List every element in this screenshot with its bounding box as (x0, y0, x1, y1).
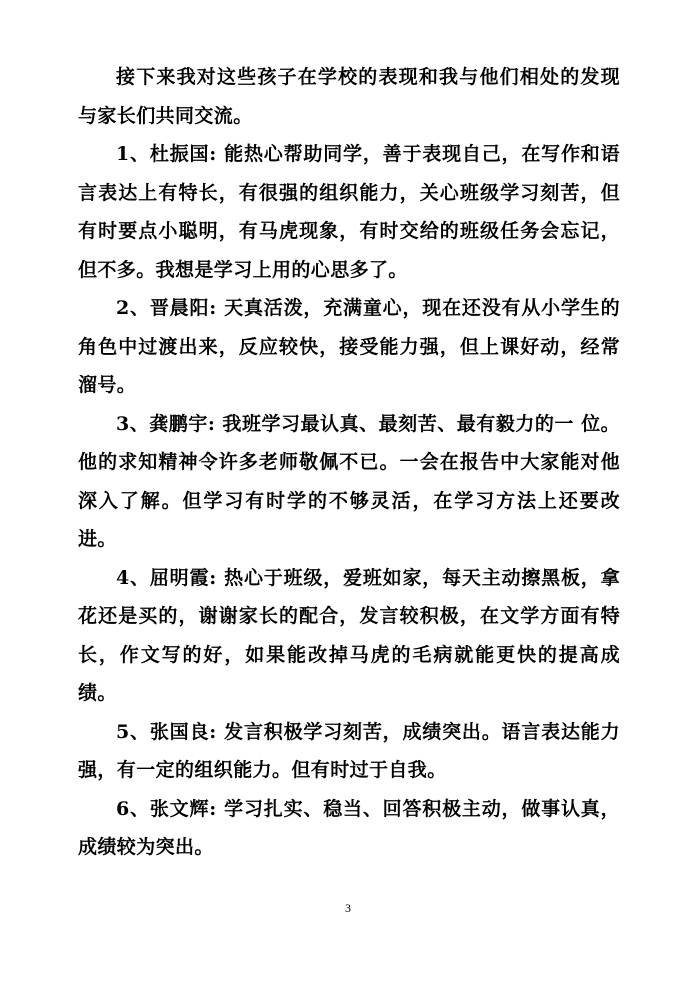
student-paragraph-3: 3、龚鹏宇: 我班学习最认真、最刻苦、最有毅力的一 位。他的求知精神令许多老师敬佩不已。一会在报告中大家能对他深入了解。但学习有时学的不够灵活，在学习方法上还要改进。 (78, 412, 620, 550)
student-paragraph-6: 6、张文辉: 学习扎实、稳当、回答积极主动，做事认真，成绩较为突出。 (78, 797, 620, 858)
intro-paragraph: 接下来我对这些孩子在学校的表现和我与他们相处的发现与家长们共同交流。 (78, 66, 620, 127)
document-body (78, 58, 620, 867)
student-paragraph-5: 5、张国良: 发言积极学习刻苦，成绩突出。语言表达能力强，有一定的组织能力。但有时过于自我。 (78, 720, 620, 781)
student-paragraph-4: 4、屈明霞: 热心于班级，爱班如家，每天主动擦黑板，拿花还是买的，谢谢家长的配合，发言较积极，在文学方面有特长，作文写的好，如果能改掉马虎的毛病就能更快的提高成绩。 (78, 566, 620, 704)
student-paragraph-2: 2、晋晨阳: 天真活泼，充满童心，现在还没有从小学生的角色中过渡出来，反应较快，接受能力强，但上课好动，经常溜号。 (78, 297, 620, 396)
page-number: 3 (345, 901, 351, 915)
student-paragraph-1: 1、杜振国: 能热心帮助同学，善于表现自己，在写作和语言表达上有特长，有很强的组织能力，关心班级学习刻苦，但有时要点小聪明，有马虎现象，有时交给的班级任务会忘记，但不多。我想是学习上用的心思多了。 (78, 143, 620, 281)
